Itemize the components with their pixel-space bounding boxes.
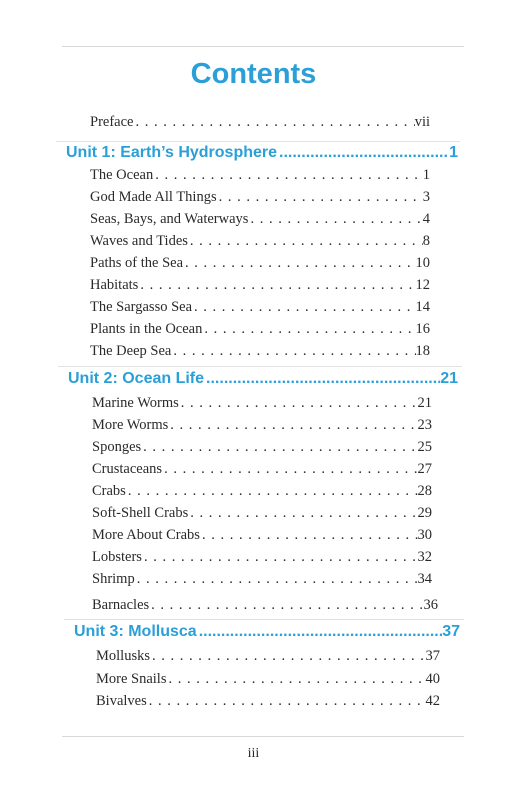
toc-entry-label: Soft-Shell Crabs <box>92 505 189 521</box>
dot-leader <box>192 296 415 318</box>
dot-leader <box>142 546 418 568</box>
toc-entry-page: 14 <box>415 299 430 315</box>
toc-entry-page: 3 <box>422 189 430 205</box>
toc-entry[interactable] <box>90 274 430 296</box>
toc-entry[interactable] <box>92 436 432 458</box>
toc-entry-label: Waves and Tides <box>90 233 188 249</box>
dot-leader <box>277 142 449 164</box>
toc-entry-page: 32 <box>417 549 432 565</box>
toc-entry-page: vii <box>414 114 430 130</box>
toc-entry-label: Seas, Bays, and Waterways <box>90 211 249 227</box>
dot-leader <box>179 392 418 414</box>
toc-entry[interactable] <box>90 252 430 274</box>
toc-entry-page: 1 <box>422 167 430 183</box>
dot-leader <box>150 645 426 667</box>
toc-entry-label: Mollusks <box>96 648 150 664</box>
toc-entry-page: 28 <box>417 483 432 499</box>
toc-entry-page: 30 <box>417 527 432 543</box>
toc-entry[interactable] <box>96 668 440 690</box>
toc-entry-page: 23 <box>417 417 432 433</box>
toc-entry[interactable] <box>90 318 430 340</box>
dot-leader <box>188 230 423 252</box>
toc-entry[interactable] <box>90 230 430 252</box>
toc-entry[interactable] <box>90 186 430 208</box>
toc-entry-label: Shrimp <box>92 571 135 587</box>
toc-entry[interactable] <box>92 524 432 546</box>
toc-entry-page: 36 <box>423 597 438 613</box>
toc-entry-label: More Worms <box>92 417 169 433</box>
dot-leader <box>183 252 415 274</box>
toc-entry-page: 12 <box>415 277 430 293</box>
toc-entry[interactable] <box>90 340 430 362</box>
toc-entry[interactable] <box>96 645 440 667</box>
page-title: Contents <box>190 58 317 90</box>
top-divider <box>62 46 464 47</box>
dot-leader <box>153 164 423 186</box>
toc-entry[interactable] <box>92 392 432 414</box>
toc-entry-page: 18 <box>415 343 430 359</box>
dot-leader <box>133 111 414 133</box>
toc-entry-label: Paths of the Sea <box>90 255 184 271</box>
toc-entry-label: The Ocean <box>90 167 154 183</box>
toc-unit-2[interactable] <box>68 368 458 390</box>
dot-leader <box>217 186 423 208</box>
toc-unit-label: Unit 3: Mollusca <box>74 623 197 640</box>
toc-entry-label: Lobsters <box>92 549 142 565</box>
toc-entry-page: 10 <box>415 255 430 271</box>
toc-entry-label: Barnacles <box>92 597 150 613</box>
toc-unit-page: 37 <box>442 623 460 640</box>
toc-entry-page: 4 <box>422 211 430 227</box>
dot-leader <box>126 480 418 502</box>
dot-leader <box>162 458 417 480</box>
dot-leader <box>171 340 415 362</box>
toc-unit-label: Unit 2: Ocean Life <box>68 370 205 387</box>
toc-entry-label: God Made All Things <box>90 189 217 205</box>
toc-entry-label: The Sargasso Sea <box>90 299 193 315</box>
toc-entry-page: 29 <box>417 505 432 521</box>
dot-leader <box>204 368 440 390</box>
toc-entry[interactable] <box>92 594 438 616</box>
page-number: iii <box>247 746 260 761</box>
unit-divider <box>64 619 464 620</box>
toc-entry-label: Habitats <box>90 277 139 293</box>
toc-entry-label: Crustaceans <box>92 461 163 477</box>
toc-entry[interactable] <box>90 296 430 318</box>
toc-entry[interactable] <box>92 568 432 590</box>
toc-entry-label: Plants in the Ocean <box>90 321 203 337</box>
toc-entry-label: More About Crabs <box>92 527 200 543</box>
toc-entry[interactable] <box>96 690 440 712</box>
toc-entry-label: Marine Worms <box>92 395 179 411</box>
toc-entry-label: Crabs <box>92 483 126 499</box>
toc-unit-3[interactable] <box>74 621 460 643</box>
toc-entry[interactable] <box>90 164 430 186</box>
unit-divider <box>58 366 462 367</box>
toc-entry-preface[interactable] <box>90 111 430 133</box>
dot-leader <box>138 274 415 296</box>
dot-leader <box>135 568 418 590</box>
toc-entry[interactable] <box>92 502 432 524</box>
toc-entry-page: 42 <box>425 693 440 709</box>
toc-entry-label: Bivalves <box>96 693 147 709</box>
toc-unit-1[interactable] <box>66 142 458 164</box>
toc-entry-page: 8 <box>422 233 430 249</box>
toc-entry-page: 16 <box>415 321 430 337</box>
toc-entry[interactable] <box>92 546 432 568</box>
toc-entry[interactable] <box>92 480 432 502</box>
toc-entry[interactable] <box>90 208 430 230</box>
dot-leader <box>188 502 417 524</box>
toc-entry-label: More Snails <box>96 671 167 687</box>
dot-leader <box>197 621 443 643</box>
toc-entry-page: 25 <box>417 439 432 455</box>
toc-entry-page: 40 <box>425 671 440 687</box>
toc-entry-label: Sponges <box>92 439 142 455</box>
toc-entry-page: 27 <box>417 461 432 477</box>
dot-leader <box>168 414 417 436</box>
dot-leader <box>141 436 417 458</box>
dot-leader <box>166 668 425 690</box>
dot-leader <box>248 208 422 230</box>
toc-entry-label: Preface <box>90 114 134 130</box>
dot-leader <box>200 524 418 546</box>
dot-leader <box>202 318 415 340</box>
toc-unit-label: Unit 1: Earth’s Hydrosphere <box>66 144 278 161</box>
toc-entry-page: 21 <box>417 395 432 411</box>
toc-entry[interactable] <box>92 458 432 480</box>
dot-leader <box>149 594 423 616</box>
toc-entry[interactable] <box>92 414 432 436</box>
toc-entry-label: The Deep Sea <box>90 343 172 359</box>
toc-entry-page: 37 <box>425 648 440 664</box>
toc-unit-page: 1 <box>449 144 458 161</box>
toc-entry-page: 34 <box>417 571 432 587</box>
bottom-divider <box>62 736 464 737</box>
toc-unit-page: 21 <box>440 370 458 387</box>
dot-leader <box>147 690 426 712</box>
